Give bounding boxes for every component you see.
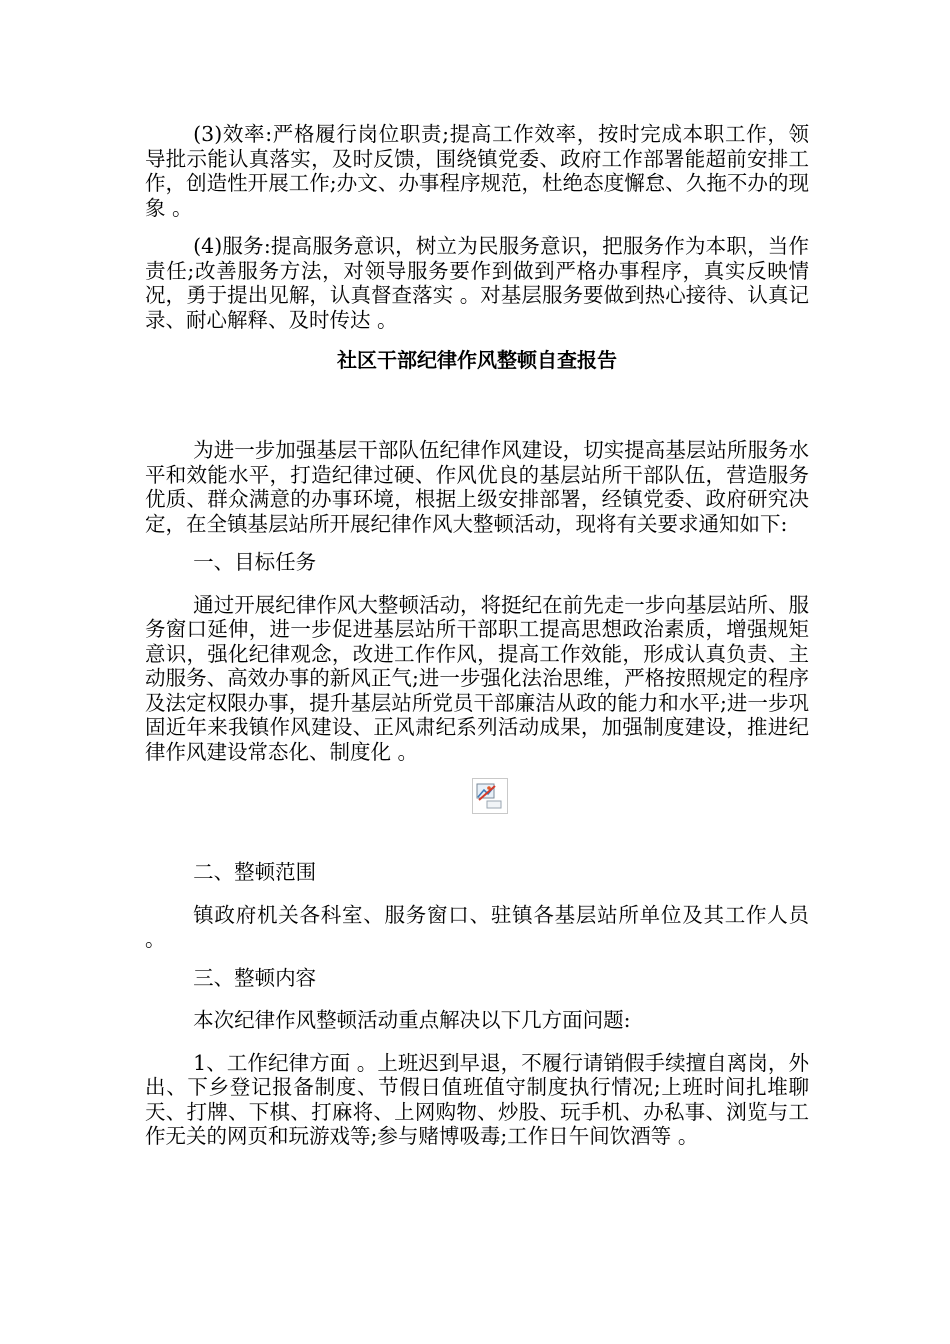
section-heading-goals: 一、目标任务 xyxy=(193,550,317,574)
broken-image-icon xyxy=(472,778,508,814)
image-container xyxy=(145,778,809,816)
paragraph-efficiency: (3)效率:严格履行岗位职责;提高工作效率，按时完成本职工作，领导批示能认真落实，及时反馈，围绕镇党委、政府工作部署能超前安排工作，创造性开展工作;办文、办事程序规范，杜绝态度懈怠、久拖不办的现象 。 xyxy=(145,122,809,220)
paragraph-scope: 镇政府机关各科室、服务窗口、驻镇各基层站所单位及其工作人员 。 xyxy=(145,902,809,951)
document-title: 社区干部纪律作风整顿自查报告 xyxy=(337,348,617,372)
paragraph-goals: 通过开展纪律作风大整顿活动，将挺纪在前先走一步向基层站所、服务窗口延伸，进一步促进基层站所干部职工提高思想政治素质，增强规矩意识，强化纪律观念，改进工作作风，提高工作效能，形成认真负责、主动服务、高效办事的新风正气;进一步强化法治思维，严格按照规定的程序及法定权限办事，提升基层站所党员干部廉洁从政的能力和水平;进一步巩固近年来我镇作风建设、正风肃纪系列活动成果，加强制度建设，推进纪律作风建设常态化、制度化 。 xyxy=(145,592,809,764)
paragraph-intro: 为进一步加强基层干部队伍纪律作风建设，切实提高基层站所服务水平和效能水平，打造纪律过硬、作风优良的基层站所干部队伍，营造服务优质、群众满意的办事环境，根据上级安排部署，经镇党委、政府研究决定，在全镇基层站所开展纪律作风大整顿活动，现将有关要求通知如下: xyxy=(145,438,809,536)
paragraph-content-lead: 本次纪律作风整顿活动重点解决以下几方面问题: xyxy=(193,1008,631,1032)
section-heading-scope: 二、整顿范围 xyxy=(193,860,317,884)
paragraph-work-discipline: 1、工作纪律方面 。上班迟到早退，不履行请销假手续擅自离岗，外出、下乡登记报备制度、节假日值班值守制度执行情况;上班时间扎堆聊天、打牌、下棋、打麻将、上网购物、炒股、玩手机、办私事、浏览与工作无关的网页和玩游戏等;参与赌博吸毒;工作日午间饮酒等 。 xyxy=(145,1050,809,1148)
document-page xyxy=(145,122,809,1163)
section-heading-content: 三、整顿内容 xyxy=(193,965,317,990)
paragraph-service: (4)服务:提高服务意识，树立为民服务意识，把服务作为本职，当作责任;改善服务方法，对领导服务要作到做到严格办事程序，真实反映情况，勇于提出见解，认真督查落实 。对基层服务要做到热心接待、认真记录、耐心解释、及时传达 。 xyxy=(145,234,809,332)
